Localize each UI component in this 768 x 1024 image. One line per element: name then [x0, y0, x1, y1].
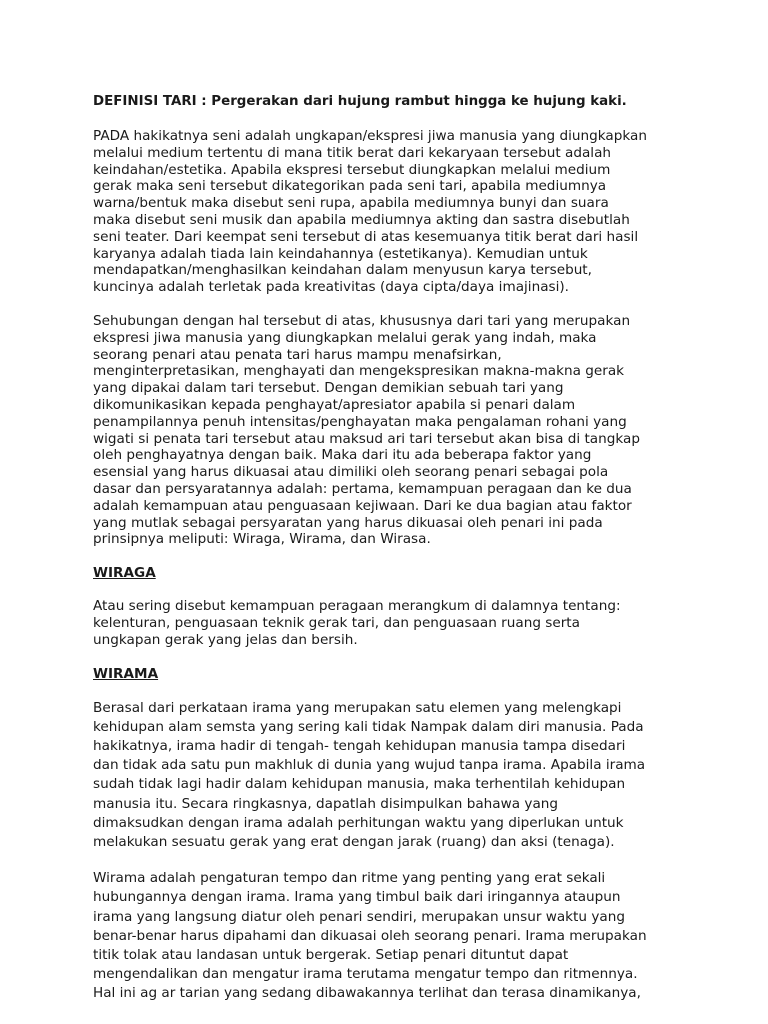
text-line: PADA hakikatnya seni adalah ungkapan/ekspresi jiwa manusia yang diungkapkan [93, 128, 647, 144]
text-line: ekspresi jiwa manusia yang diungkapkan melalui gerak yang indah, maka [93, 329, 597, 346]
text-line: gerak maka seni tersebut dikategorikan pada seni tari, apabila mediumnya [93, 178, 607, 195]
text-line: hubungannya dengan irama. Irama yang timbul baik dari iringannya ataupun [93, 889, 621, 906]
text-line: dasar dan persyaratannya adalah: pertama, kemampuan peragaan dan ke dua [93, 480, 632, 497]
paragraph-spacer [93, 649, 693, 666]
paragraph-spacer [93, 852, 693, 869]
document-title: DEFINISI TARI : Pergerakan dari hujung rambut hingga ke hujung kaki. [93, 94, 627, 109]
text-line: melalui medium tertentu di mana titik berat dari kekaryaan tersebut adalah [93, 144, 612, 161]
paragraph-spacer [93, 682, 693, 699]
text-line: kuncinya adalah terletak pada kreativitas (daya cipta/daya imajinasi). [93, 279, 570, 296]
text-line: yang dipakai dalam tari tersebut. Dengan demikian sebuah tari yang [93, 380, 564, 397]
text-line: maka disebut seni musik dan apabila mediumnya akting dan sastra disebutlah [93, 211, 630, 228]
text-line: adalah kemampuan atau penguasaan kejiwaan. Dari ke dua bagian atau faktor [93, 497, 632, 514]
paragraph-intro [93, 128, 693, 296]
text-line: melakukan sesuatu gerak yang erat dengan jarak (ruang) dan aksi (tenaga). [93, 833, 615, 850]
text-line: oleh penghayatnya dengan baik. Maka dari itu ada beberapa faktor yang [93, 447, 592, 464]
paragraph-sehubungan [93, 313, 693, 548]
text-line: wigati si penata tari tersebut atau maksud ari tari tersebut akan bisa di tangkap [93, 430, 640, 447]
text-line: Sehubungan dengan hal tersebut di atas, khususnya dari tari yang merupakan [93, 312, 631, 329]
text-line: titik tolak atau landasan untuk bergerak. Setiap penari dituntut dapat [93, 946, 569, 963]
text-line: dan tidak ada satu pun makhluk di dunia yang wujud tanpa irama. Apabila irama [93, 757, 646, 774]
text-line: irama yang langsung diatur oleh penari sendiri, merupakan unsur waktu yang [93, 908, 625, 925]
text-line: Berasal dari perkataan irama yang merupakan satu elemen yang melengkapi [93, 699, 622, 716]
text-line: prinsipnya meliputi: Wiraga, Wirama, dan Wirasa. [93, 531, 431, 548]
text-line: menginterpretasikan, menghayati dan mengekspresikan makna-makna gerak [93, 363, 625, 380]
text-line: manusia itu. Secara ringkasnya, dapatlah disimpulkan bahawa yang [93, 795, 559, 812]
text-line: warna/bentuk maka disebut seni rupa, apabila mediumnya bunyi dan suara [93, 195, 609, 212]
document-page [93, 94, 693, 1004]
text-line: esensial yang harus dikuasai atau dimiliki oleh seorang penari sebagai pola [93, 464, 609, 481]
text-line: mengendalikan dan mengatur irama terutama mengatur tempo dan ritmennya. [93, 966, 638, 983]
text-line: seni teater. Dari keempat seni tersebut di atas kesemuanya titik berat dari hasil [93, 228, 639, 245]
text-line: mendapatkan/menghasilkan keindahan dalam menyusun karya tersebut, [93, 262, 592, 279]
text-line: ungkapan gerak yang jelas dan bersih. [93, 631, 358, 648]
text-line: dikomunikasikan kepada penghayat/apresiator apabila si penari dalam [93, 396, 576, 413]
text-line: yang mutlak sebagai persyaratan yang harus dikuasai oleh penari ini pada [93, 514, 603, 531]
paragraph-spacer [93, 581, 693, 598]
paragraph-spacer [93, 296, 693, 313]
paragraph-wirama-origin [93, 699, 693, 853]
text-line: dimaksudkan dengan irama adalah perhitungan waktu yang diperlukan untuk [93, 814, 624, 831]
text-line: kehidupan alam semsta yang sering kali tidak Nampak dalam diri manusia. Pada [93, 718, 644, 735]
text-line: karyanya adalah tiada lain keindahannya (estetikanya). Kemudian untuk [93, 245, 588, 262]
text-line: penampilannya penuh intensitas/penghayatan maka pengalaman rohani yang [93, 413, 627, 430]
text-line: seorang penari atau penata tari harus mampu menafsirkan, [93, 346, 502, 363]
text-line: keindahan/estetika. Apabila ekspresi tersebut diungkapkan melalui medium [93, 161, 611, 178]
paragraph-wiraga [93, 598, 693, 648]
paragraph-wirama-definition [93, 869, 693, 1003]
text-line: hakikatnya, irama hadir di tengah- tengah kehidupan manusia tampa disedari [93, 737, 626, 754]
text-line: benar-benar harus dipahami dan dikuasai oleh seorang penari. Irama merupakan [93, 927, 647, 944]
text-line: Hal ini ag ar tarian yang sedang dibawakannya terlihat dan terasa dinamikanya, [93, 985, 641, 1002]
text-line: Atau sering disebut kemampuan peragaan merangkum di dalamnya tentang: [93, 598, 621, 615]
section-heading-wirama: WIRAMA [93, 665, 159, 682]
text-line: kelenturan, penguasaan teknik gerak tari, dan penguasaan ruang serta [93, 614, 580, 631]
section-heading-wiraga: WIRAGA [93, 565, 156, 582]
text-line: Wirama adalah pengaturan tempo dan ritme yang penting yang erat sekali [93, 870, 606, 887]
paragraph-spacer [93, 548, 693, 565]
text-line: sudah tidak lagi hadir dalam kehidupan manusia, maka terhentilah kehidupan [93, 776, 626, 793]
